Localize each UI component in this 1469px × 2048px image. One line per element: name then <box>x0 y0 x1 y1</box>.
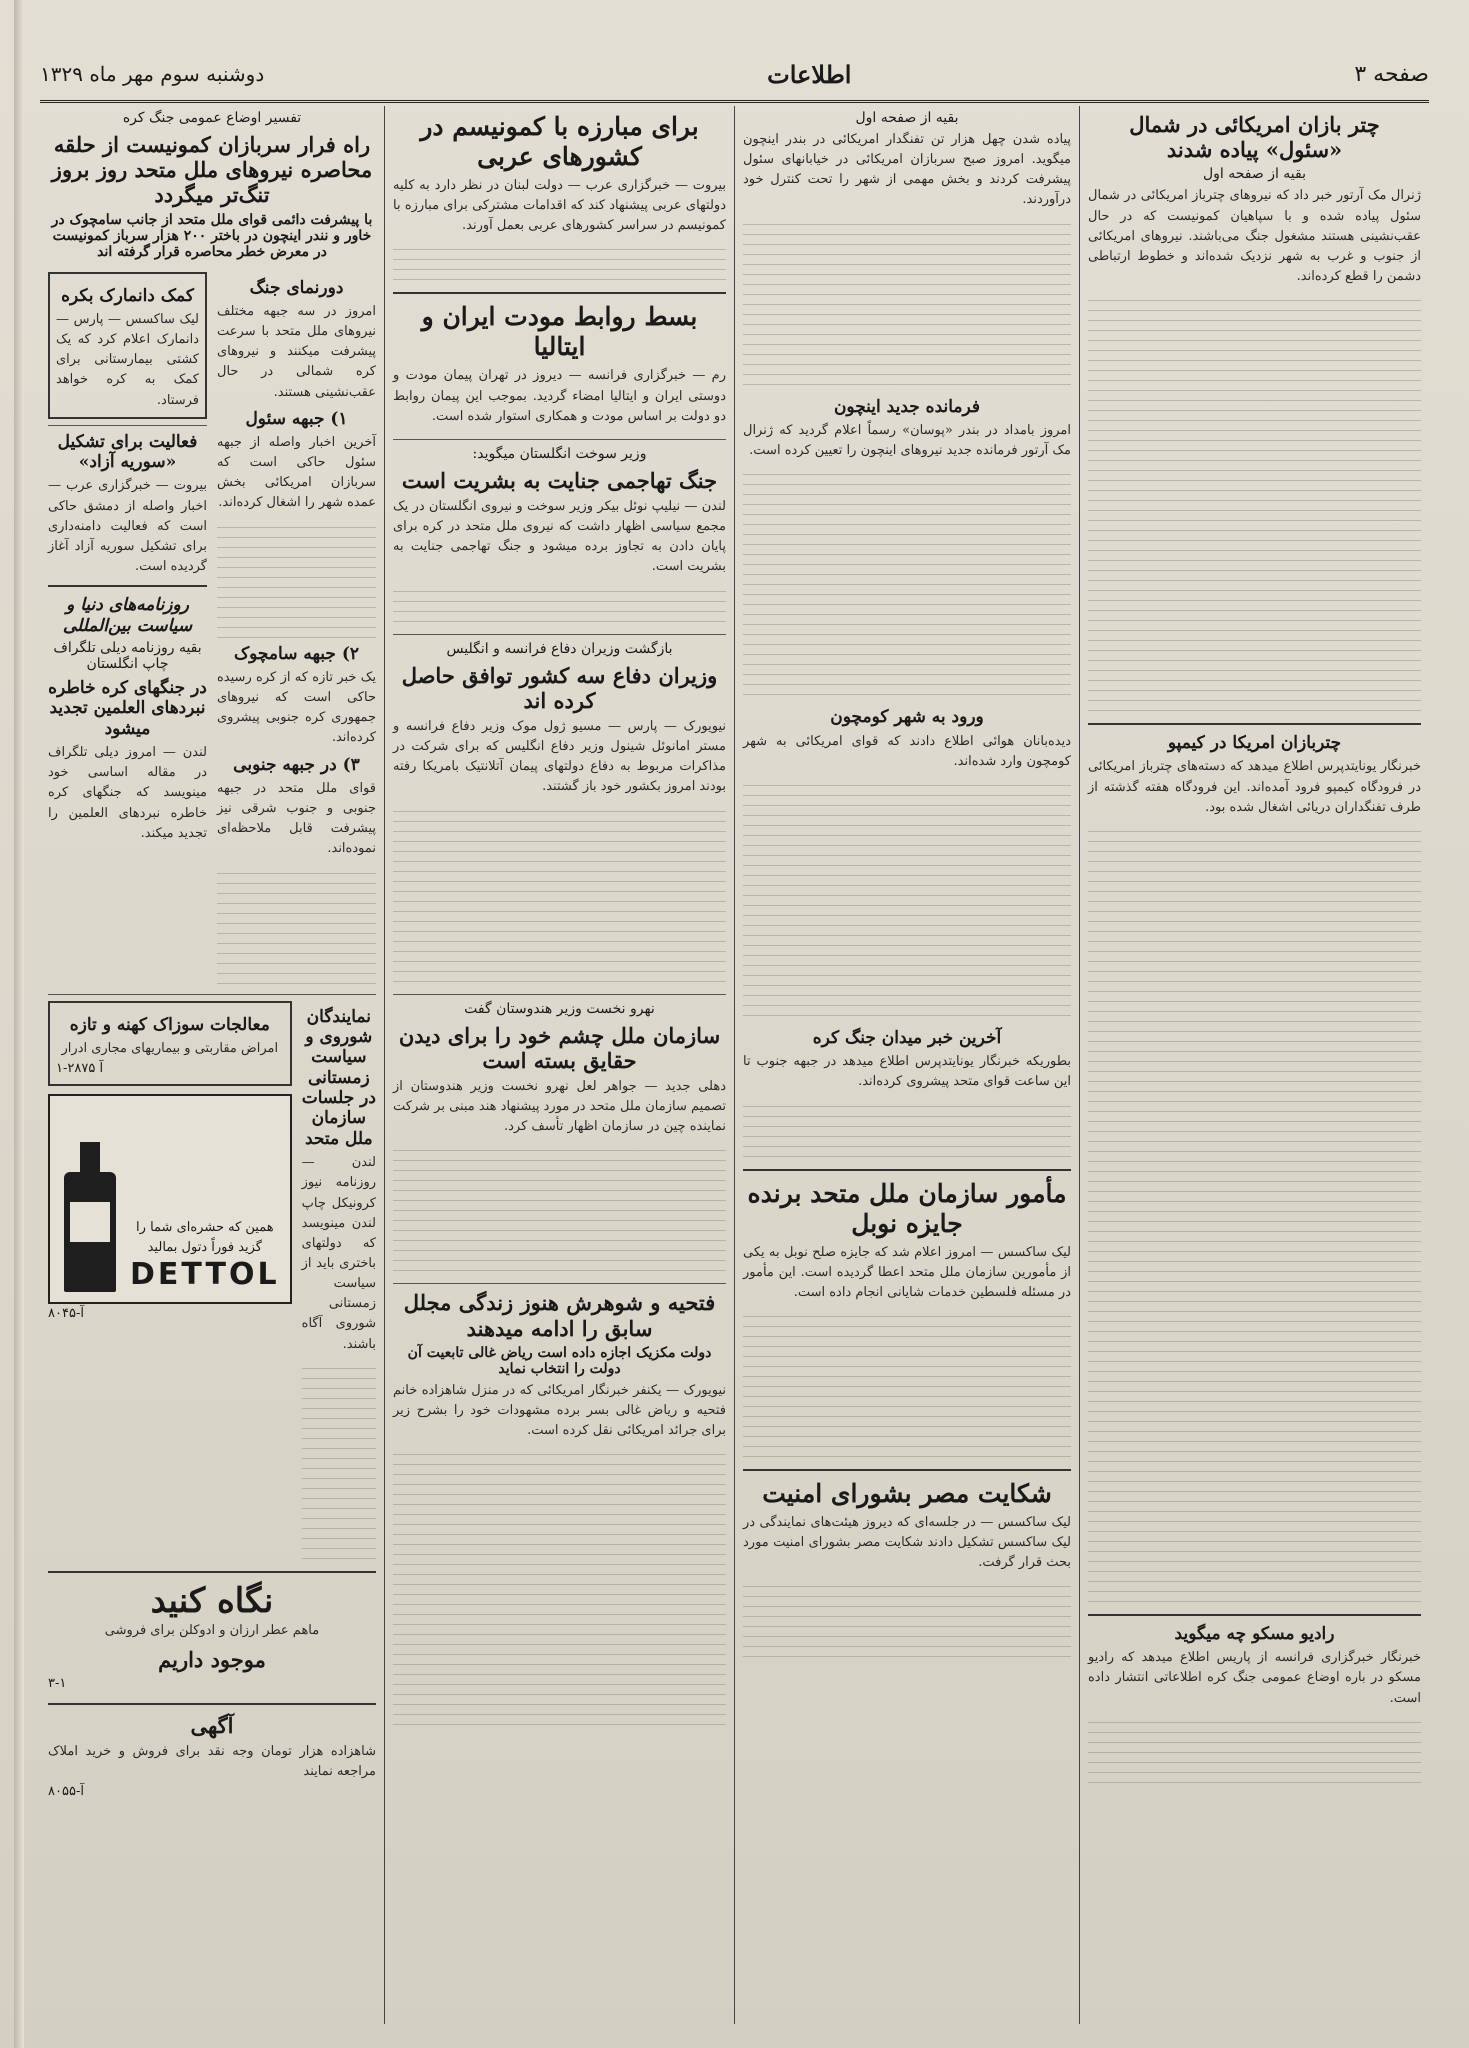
article-body: رم — خبرگزاری فرانسه — دیروز در تهران پیمان مودت و دوستی ایران و ایتالیا امضاء گردید. بموجب این پیمان روابط دو دولت بر اساس مودت و همکاری استوار شده است. <box>393 368 726 424</box>
analysis-subcolumn-right <box>217 272 376 988</box>
text-block <box>1088 822 1421 1602</box>
kicker: وزیر سوخت انگلستان میگوید: <box>472 445 647 462</box>
text-block <box>217 864 376 984</box>
ad-dettol <box>48 1094 292 1304</box>
column-1 <box>1079 106 1429 2024</box>
headline: فرمانده جدید اینچون <box>833 396 981 417</box>
article-aggressive-war <box>393 446 726 622</box>
text-block <box>743 776 1071 1016</box>
article-defense-ministers <box>393 641 726 982</box>
headline: جنگ تهاجمی جنایت به بشریت است <box>401 467 718 493</box>
ad-notice <box>48 1713 376 1799</box>
ad-clinic <box>48 1001 292 1087</box>
article-body: لندن — روزنامه نیوز کرونیکل چاپ لندن مینویسد که دولتهای باختری باید از سیاست زمستانی شوروی آگاه باشند. <box>301 1155 376 1352</box>
divider <box>393 994 726 995</box>
article-body: دهلی جدید — جواهر لعل نهرو نخست وزیر هندوستان از تصمیم سازمان ملل متحد در مورد پیشنهاد هند مبنی بر شرکت نماینده چین در سازمان اظهار تأسف کرد. <box>393 1078 726 1135</box>
subhead: دولت مکزیک اجازه داده است ریاض غالی تابعیت آن دولت را انتخاب نماید <box>407 1344 712 1377</box>
divider <box>393 1283 726 1284</box>
headline: آگهی <box>190 1712 234 1738</box>
ad-body: شاهزاده هزار تومان وجه نقد برای فروش و خرید املاک مراجعه نمایند <box>48 1744 376 1780</box>
headline: شکایت مصر بشورای امنیت <box>762 1479 1052 1508</box>
headline: برای مبارزه با کمونیسم در کشورهای عربی <box>420 112 699 171</box>
headline: ورود به شهر کومچون <box>830 707 984 728</box>
article-egypt-complaint <box>743 1479 1071 1657</box>
headline: معالجات سوزاک کهنه و تازه <box>69 1014 270 1035</box>
headline: کمک دانمارک بکره <box>61 285 194 306</box>
divider <box>48 1703 376 1705</box>
article-body: لیک ساکسس — پارس — دانمارک اعلام کرد که یک کشتی بیمارستانی برای کمک به کره خواهد فرستاد. <box>56 311 199 408</box>
issue-date: دوشنبه سوم مهر ماه ۱۳۲۹ <box>40 62 265 86</box>
kicker: نهرو نخست وزیر هندوستان گفت <box>464 1000 655 1017</box>
headline: در جنگهای کره خاطره نبردهای العلمین تجدید میشود <box>48 677 207 739</box>
headline: ۳) در جبهه جنوبی <box>233 754 360 775</box>
text-block <box>302 1359 376 1559</box>
soviet-article <box>302 1001 376 1563</box>
article-body: خبرنگار یونایتدپرس اطلاع میدهد که دسته‌های چترباز امریکائی در فرودگاه کیمپو فرود آمده‌اند. این فرودگاه هفته گذشته از طرف تفنگداران دریائی اشغال شده بود. <box>1088 759 1421 815</box>
article-paratroopers <box>1088 112 1421 711</box>
ad-code: آ-۸۰۵۵ <box>48 1784 84 1800</box>
divider <box>48 994 376 995</box>
article-landing-continued <box>743 110 1071 385</box>
subhead: موجود داریم <box>158 1646 266 1672</box>
headline: چتر بازان امریکائی در شمال «سئول» پیاده شدند <box>1129 112 1380 163</box>
article-fathia <box>393 1290 726 1725</box>
lower-subcolumns <box>48 1001 376 1563</box>
headline: آخرین خبر میدان جنگ کره <box>812 1027 1002 1048</box>
article-body: نیویورک — یکنفر خبرنگار امریکائی که در منزل شاهزاده خانم فتحیه و ریاض غالی بسر برده مشهودات خود را بشرح زیر برای جرائد امریکائی نقل کرده است. <box>393 1382 726 1438</box>
analysis-korea-war <box>48 110 376 260</box>
headline: فتحیه و شوهرش هنوز زندگی مجلل سابق را ادامه میدهند <box>403 1290 716 1341</box>
article-nehru <box>393 1001 726 1272</box>
ads-column <box>48 1001 292 1563</box>
article-body: خبرنگار خبرگزاری فرانسه از پاریس اطلاع میدهد که رادیو مسکو در باره اوضاع عمومی جنگ کره اطلاعاتی انتشار داده است. <box>1088 1650 1421 1706</box>
article-body: بیروت — خبرگزاری عرب — اخبار واصله از دمشق حاکی است که فعالیت دامنه‌داری برای تشکیل سوریه آزاد آغاز گردیده است. <box>48 478 207 574</box>
divider <box>743 1169 1071 1171</box>
paper-name: اطلاعات <box>767 59 852 89</box>
article-kumchon <box>743 707 1071 1016</box>
headline: راه فرار سربازان کمونیست از حلقه محاصره نیروهای ملل متحد روز بروز تنگ‌تر میگردد <box>51 132 373 208</box>
divider <box>48 425 207 426</box>
article-body: امروز بامداد در بندر «پوسان» رسماً اعلام گردید که ژنرال مک آرتور فرمانده جدید نیروهای اینچون را تعیین کرده است. <box>743 422 1071 459</box>
column-4 <box>40 106 384 2024</box>
article-anti-communism <box>393 112 726 280</box>
column-2 <box>734 106 1079 2024</box>
continued-note: بقیه از صفحه اول <box>855 110 959 126</box>
ad-code: ۳-۱ <box>48 1675 67 1691</box>
divider <box>1088 1614 1421 1616</box>
continued-note: بقیه از صفحه اول <box>1202 166 1307 183</box>
headline: نمایندگان شوروی و سیاست زمستانی در جلسات سازمان ملل متحد <box>301 1006 376 1149</box>
headline: وزیران دفاع سه کشور توافق حاصل کرده اند <box>401 662 718 713</box>
article-body: لندن — نیلیپ نوئل بیکر وزیر سوخت و نیروی انگلستان در یک مجمع سیاسی اظهار داشت که نیروی ملل متحد در کره برای پایان دادن به تجاوز برده میشود و جنگ تهاجمی جنایت به بشریت است. <box>393 499 726 575</box>
headline: چتربازان امریکا در کیمپو <box>1167 733 1342 754</box>
brand-name: DETTOL <box>130 1257 280 1293</box>
box-denmark <box>48 272 207 419</box>
divider <box>743 1469 1071 1471</box>
article-body: یک خبر تازه که از کره رسیده حاکی است که نیروهای جمهوری کره جنوبی پیشروی کرده‌اند. <box>217 670 376 746</box>
kicker: بقیه روزنامه دیلی تلگراف چاپ انگلستان <box>53 639 202 672</box>
article-iran-italy <box>393 302 726 426</box>
text-block <box>393 1141 726 1271</box>
text-block <box>743 1097 1071 1157</box>
article-body: دیده‌بانان هوائی اطلاع دادند که قوای امریکائی به شهر کومچون وارد شده‌اند. <box>743 733 1071 769</box>
masthead <box>40 48 1429 103</box>
text-block <box>1088 291 1421 711</box>
article-latest-front <box>743 1028 1071 1157</box>
page-fold-edge <box>14 0 24 2048</box>
article-body: لیک ساکسس — امروز اعلام شد که جایزه صلح نوبل به یکی از مأمورین سازمان ملل متحد اعطا گردیده است. این مأمور در مسئله فلسطین خدمات شایانی انجام داده است. <box>743 1244 1071 1300</box>
ad-code: ۱-۲۸۷۵ آ <box>56 1061 104 1077</box>
divider <box>393 439 726 440</box>
dettol-bottle-icon <box>60 1142 120 1292</box>
kicker: تفسیر اوضاع عمومی جنگ کره <box>122 110 302 126</box>
kicker: بازگشت وزیران دفاع فرانسه و انگلیس <box>446 640 673 657</box>
article-body: نیویورک — پارس — مسیو ژول موک وزیر دفاع فرانسه و مستر امانوئل شینول وزیر دفاع انگلیس که برای شرکت در مذاکرات مربوط به دفاع دولتهای پیمان آتلانتیک بامریکا رفته بودند امروز بکشور خود باز گشتند. <box>393 718 726 795</box>
headline: بسط روابط مودت ایران و ایتالیا <box>421 302 698 362</box>
text-block <box>393 802 726 982</box>
divider <box>48 585 207 587</box>
columns <box>40 106 1429 2024</box>
text-block <box>743 1577 1071 1657</box>
article-body: لندن — امروز دیلی تلگراف در مقاله اساسی خود مینویسد که جنگهای کره خاطره نبردهای العلمین را تجدید میکند. <box>48 745 207 841</box>
headline: فعالیت برای تشکیل «سوریه آزاد» <box>57 431 198 473</box>
article-nobel <box>743 1179 1071 1457</box>
headline: نگاه کنید <box>150 1580 274 1621</box>
text-block <box>743 215 1071 385</box>
article-body: بطوریکه خبرنگار یونایتدپرس اطلاع میدهد در جبهه جنوب تا این ساعت قوای متحد پیشروی کرده‌اند. <box>743 1054 1071 1090</box>
ad-code: آ-۸۰۴۵ <box>48 1306 84 1322</box>
text-block <box>393 1445 726 1725</box>
headline: سازمان ملل چشم خود را برای دیدن حقایق بسته است <box>398 1022 721 1073</box>
headline: ۱) جبهه سئول <box>245 408 348 429</box>
analysis-subcolumn-left <box>48 272 207 988</box>
text-block <box>743 1307 1071 1457</box>
article-body: پیاده شدن چهل هزار تن تفنگدار امریکائی در بندر اینچون میگوید. امروز صبح سربازان امریکائی در خیابانهای سئول پیشرفت کردند و بخش مهمی از شهر را تحت کنترل خود درآوردند. <box>743 132 1071 208</box>
divider <box>48 1571 376 1573</box>
headline: ۲) جبهه سامچوک <box>233 643 360 664</box>
article-body: آخرین اخبار واصله از جبهه سئول حاکی است که سربازان امریکائی بخش عمده شهر را اشغال کرده‌اند. <box>217 435 376 511</box>
article-body: لیک ساکسس — در جلسه‌ای که دیروز هیئت‌های نمایندگی در لیک ساکسس تشکیل دادند شکایت مصر بشورای امنیت مورد بحث قرار گرفت. <box>743 1515 1071 1571</box>
article-new-commander <box>743 397 1071 696</box>
text-block <box>1088 1713 1421 1783</box>
page-number: صفحه ۳ <box>1354 61 1429 87</box>
article-body: ژنرال مک آرتور خبر داد که نیروهای چترباز امریکائی در شمال سئول پیاده شده و با سپاهیان کمونیست که در حال عقب‌نشینی هستند مشغول جنگ می‌باشند. نیروهای امریکائی از جنوب و غرب به شهر نزدیک شده‌اند و خطوط ارتباطی دشمن را قطع کرده‌اند. <box>1088 188 1421 284</box>
column-3 <box>384 106 734 2024</box>
article-body: امروز در سه جبهه مختلف نیروهای ملل متحد با سرعت پیشرفت میکنند و نیروهای کره شمالی در حال عقب‌نشینی هستند. <box>217 303 376 400</box>
text-block <box>393 240 726 280</box>
text-block <box>743 465 1071 695</box>
article-moscow-radio <box>1088 1624 1421 1783</box>
divider <box>393 292 726 294</box>
article-body: قوای ملل متحد در جبهه جنوبی و جنوب شرقی نیز پیشرفت قابل ملاحظه‌ای نموده‌اند. <box>217 780 376 857</box>
ad-body: همین که حشره‌ای شما را گزید فوراً دتول بمالید <box>136 1220 274 1255</box>
ad-body: ماهم عطر ارزان و ادوکلن برای فروشی <box>104 1622 320 1638</box>
ad-body: امراض مقاربتی و بیماریهای مجاری ادرار <box>61 1040 279 1056</box>
article-kimpo <box>1088 733 1421 1602</box>
divider <box>1088 723 1421 725</box>
divider <box>393 634 726 635</box>
press-banner: روزنامه‌های دنیا و سیاست بین‌المللی <box>62 595 193 636</box>
article-body: بیروت — خبرگزاری عرب — دولت لبنان در نظر دارد به کلیه دولتهای عربی پیشنهاد کند که اقدامات مشترکی برای مبارزه با کمونیسم در سراسر کشورهای عربی بعمل آورند. <box>393 178 726 234</box>
subhead: با پیشرفت دائمی قوای ملل متحد از جانب سامچوک در خاور و نندر اینچون در باختر ۲۰۰ هزار سرباز کمونیست در معرض خطر محاصره قرار گرفته اند <box>51 211 373 260</box>
headline: دورنمای جنگ <box>249 277 344 298</box>
text-block <box>393 582 726 622</box>
headline: مأمور سازمان ملل متحد برنده جایزه نوبل <box>747 1178 1067 1238</box>
headline: رادیو مسکو چه میگوید <box>1174 1623 1335 1644</box>
text-block <box>217 518 376 638</box>
analysis-subcolumns <box>48 272 376 988</box>
ad-look <box>48 1581 376 1691</box>
